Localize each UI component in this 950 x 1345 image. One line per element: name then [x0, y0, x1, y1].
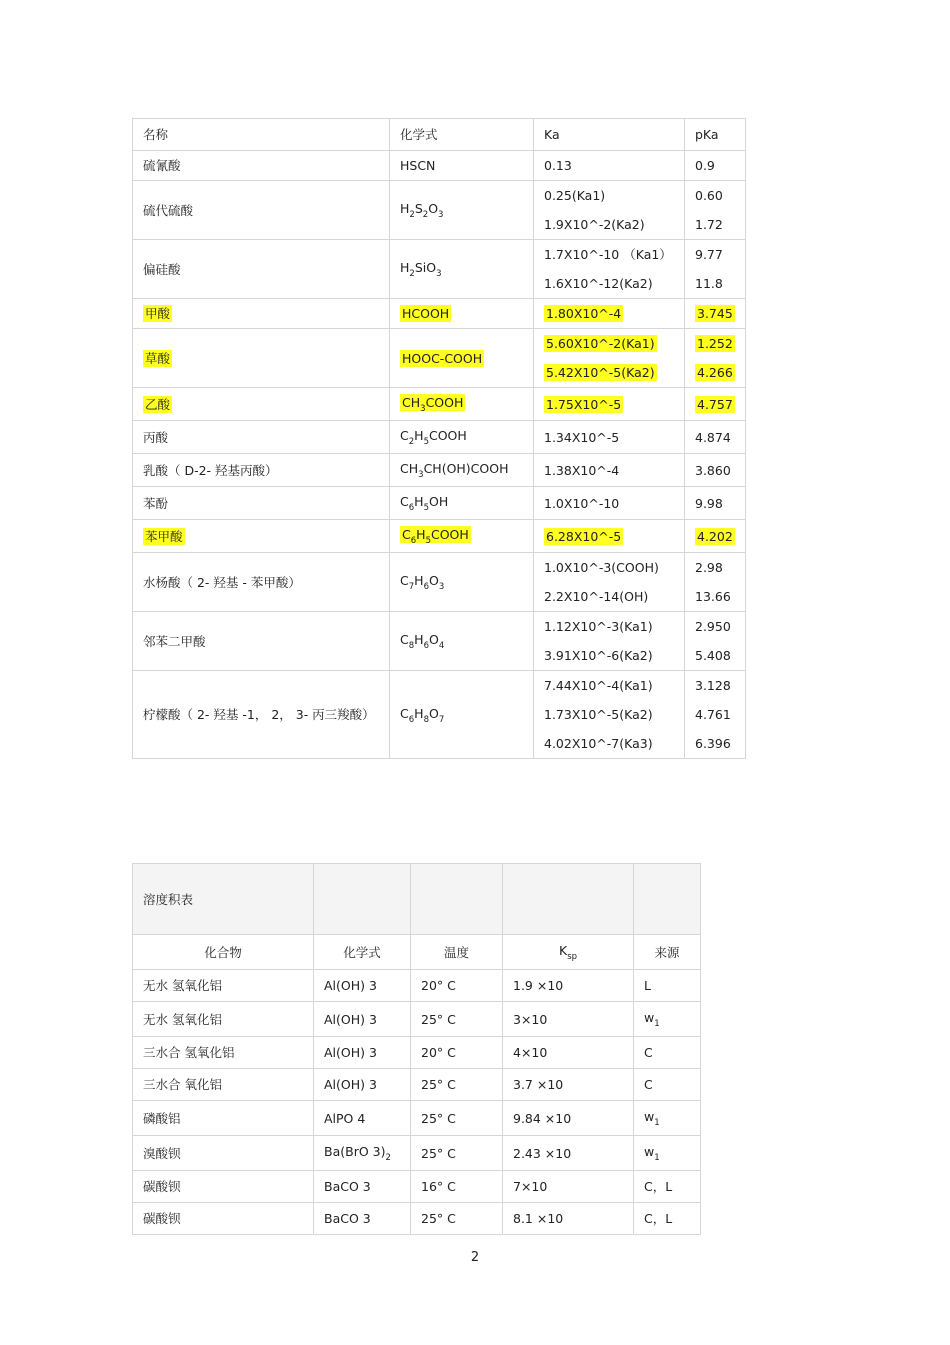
acid-pka: 4.757 — [685, 388, 746, 421]
acid-row — [133, 181, 746, 240]
ksp-temperature: 20° C — [411, 1037, 503, 1069]
header-formula: 化学式 — [390, 119, 534, 151]
acid-name: 丙酸 — [133, 421, 390, 454]
acid-ka: 1.34X10^-5 — [534, 421, 685, 454]
ksp-row — [133, 1069, 701, 1101]
acid-ka: 1.12X10^-3(Ka1) 3.91X10^-6(Ka2) — [534, 612, 685, 671]
ksp-source: C，L — [634, 1203, 701, 1235]
ksp-formula: Al(OH) 3 — [314, 1069, 411, 1101]
acid-formula: $C_2H_5COOH$ — [390, 421, 534, 454]
acid-pka: 3.745 — [685, 299, 746, 329]
acid-name: 偏硅酸 — [133, 240, 390, 299]
ksp-source: C，L — [634, 1171, 701, 1203]
acid-row — [133, 454, 746, 487]
page-number: 2 — [470, 1250, 480, 1265]
ksp-temperature: 20° C — [411, 970, 503, 1002]
ksp-value: 7×10 — [503, 1171, 634, 1203]
ksp-source: $w_1$ — [634, 1101, 701, 1136]
acid-name: 苯酚 — [133, 487, 390, 520]
ksp-table-title: 溶度积表 — [133, 864, 314, 935]
acid-formula: $H_2S_2O_3$ — [390, 181, 534, 240]
ksp-source: $w_1$ — [634, 1136, 701, 1171]
acid-formula: $CH_3COOH$ — [390, 388, 534, 421]
acid-name: 邻苯二甲酸 — [133, 612, 390, 671]
ksp-formula: Al(OH) 3 — [314, 1037, 411, 1069]
acid-name: 草酸 — [133, 329, 390, 388]
acid-formula: $H_2SiO_3$ — [390, 240, 534, 299]
ksp-row — [133, 1101, 701, 1136]
ksp-compound: 碳酸钡 — [133, 1171, 314, 1203]
ksp-header-row — [133, 935, 701, 970]
solubility-product-table — [132, 863, 701, 1235]
acid-ka: 6.28X10^-5 — [534, 520, 685, 553]
acid-row — [133, 329, 746, 388]
ksp-value: 3.7 ×10 — [503, 1069, 634, 1101]
header-pka: pKa — [685, 119, 746, 151]
ksp-temperature: 25° C — [411, 1203, 503, 1235]
acid-row — [133, 553, 746, 612]
header-compound: 化合物 — [133, 935, 314, 970]
acid-ka: 1.80X10^-4 — [534, 299, 685, 329]
ksp-temperature: 25° C — [411, 1136, 503, 1171]
acid-header-row — [133, 119, 746, 151]
ksp-value: 9.84 ×10 — [503, 1101, 634, 1136]
ksp-source: L — [634, 970, 701, 1002]
ksp-compound: 三水合 氢氧化铝 — [133, 1037, 314, 1069]
ksp-row — [133, 970, 701, 1002]
acid-name: 乙酸 — [133, 388, 390, 421]
acid-ka: 1.0X10^-10 — [534, 487, 685, 520]
acid-pka: 2.98 13.66 — [685, 553, 746, 612]
ksp-temperature: 25° C — [411, 1101, 503, 1136]
acid-formula: HCOOH — [390, 299, 534, 329]
acid-pka: 4.874 — [685, 421, 746, 454]
acid-row — [133, 520, 746, 553]
acid-pka: 3.128 4.761 6.396 — [685, 671, 746, 759]
acid-formula: $CH_3CH(OH)COOH$ — [390, 454, 534, 487]
ksp-compound: 碳酸钡 — [133, 1203, 314, 1235]
acid-pka: 4.202 — [685, 520, 746, 553]
header-temperature: 温度 — [411, 935, 503, 970]
acid-pka: 3.860 — [685, 454, 746, 487]
acid-ka: 0.25(Ka1) 1.9X10^-2(Ka2) — [534, 181, 685, 240]
ksp-formula: BaCO 3 — [314, 1171, 411, 1203]
ksp-value: 4×10 — [503, 1037, 634, 1069]
acid-row — [133, 612, 746, 671]
ksp-compound: 溴酸钡 — [133, 1136, 314, 1171]
ksp-compound: 无水 氢氧化铝 — [133, 970, 314, 1002]
acid-row — [133, 299, 746, 329]
ksp-row — [133, 1037, 701, 1069]
acid-formula: $C_7H_6O_3$ — [390, 553, 534, 612]
acid-pka: 2.950 5.408 — [685, 612, 746, 671]
acid-table-body — [133, 119, 746, 759]
acid-row — [133, 487, 746, 520]
acid-ka: 7.44X10^-4(Ka1) 1.73X10^-5(Ka2) 4.02X10^-7(Ka3) — [534, 671, 685, 759]
acid-name: 柠檬酸（ 2- 羟基 -1， 2， 3- 丙三羧酸） — [133, 671, 390, 759]
acid-pka: 9.98 — [685, 487, 746, 520]
ksp-formula: Ba(BrO $3)_2$ — [314, 1136, 411, 1171]
acid-pka: 9.77 11.8 — [685, 240, 746, 299]
ksp-temperature: 25° C — [411, 1069, 503, 1101]
ksp-row — [133, 1002, 701, 1037]
acid-name: 硫代硫酸 — [133, 181, 390, 240]
acid-formula: HSCN — [390, 151, 534, 181]
acid-name: 硫氰酸 — [133, 151, 390, 181]
ksp-title-row — [133, 864, 701, 935]
ksp-formula: Al(OH) 3 — [314, 970, 411, 1002]
ksp-row — [133, 1203, 701, 1235]
ksp-temperature: 16° C — [411, 1171, 503, 1203]
header-source: 来源 — [634, 935, 701, 970]
ksp-table-body — [133, 864, 701, 1235]
ksp-source: C — [634, 1069, 701, 1101]
header-ka: Ka — [534, 119, 685, 151]
acid-name: 水杨酸（ 2- 羟基 - 苯甲酸） — [133, 553, 390, 612]
ksp-temperature: 25° C — [411, 1002, 503, 1037]
ksp-value: 3×10 — [503, 1002, 634, 1037]
acid-formula: $C_6H_5OH$ — [390, 487, 534, 520]
ksp-source: C — [634, 1037, 701, 1069]
ksp-row — [133, 1136, 701, 1171]
acid-name: 甲酸 — [133, 299, 390, 329]
acid-row — [133, 388, 746, 421]
ksp-compound: 三水合 氧化铝 — [133, 1069, 314, 1101]
acid-row — [133, 240, 746, 299]
ksp-value: 1.9 ×10 — [503, 970, 634, 1002]
ksp-row — [133, 1171, 701, 1203]
acid-pka: 0.9 — [685, 151, 746, 181]
acid-row — [133, 671, 746, 759]
ksp-formula: Al(OH) 3 — [314, 1002, 411, 1037]
acid-name: 乳酸（ D-2- 羟基丙酸） — [133, 454, 390, 487]
ksp-head-text: $K_{sp}$ — [558, 943, 578, 962]
header-ksp — [503, 935, 634, 970]
header-formula: 化学式 — [314, 935, 411, 970]
acid-ka: 1.7X10^-10 （Ka1） 1.6X10^-12(Ka2) — [534, 240, 685, 299]
acid-ka: 1.75X10^-5 — [534, 388, 685, 421]
ksp-formula: BaCO 3 — [314, 1203, 411, 1235]
acid-name: 苯甲酸 — [133, 520, 390, 553]
acid-constants-table — [132, 118, 746, 759]
acid-formula: HOOC-COOH — [390, 329, 534, 388]
acid-pka: 0.60 1.72 — [685, 181, 746, 240]
acid-formula: $C_6H_8O_7$ — [390, 671, 534, 759]
acid-ka: 5.60X10^-2(Ka1) 5.42X10^-5(Ka2) — [534, 329, 685, 388]
ksp-compound: 无水 氢氧化铝 — [133, 1002, 314, 1037]
acid-row — [133, 421, 746, 454]
acid-ka: 0.13 — [534, 151, 685, 181]
ksp-value: 2.43 ×10 — [503, 1136, 634, 1171]
acid-ka: 1.0X10^-3(COOH) 2.2X10^-14(OH) — [534, 553, 685, 612]
acid-ka: 1.38X10^-4 — [534, 454, 685, 487]
acid-pka: 1.252 4.266 — [685, 329, 746, 388]
ksp-value: 8.1 ×10 — [503, 1203, 634, 1235]
ksp-source: $w_1$ — [634, 1002, 701, 1037]
acid-formula: $C_6H_5COOH$ — [390, 520, 534, 553]
ksp-formula: AlPO 4 — [314, 1101, 411, 1136]
header-name: 名称 — [133, 119, 390, 151]
acid-formula: $C_8H_6O_4$ — [390, 612, 534, 671]
ksp-compound: 磷酸铝 — [133, 1101, 314, 1136]
acid-row — [133, 151, 746, 181]
